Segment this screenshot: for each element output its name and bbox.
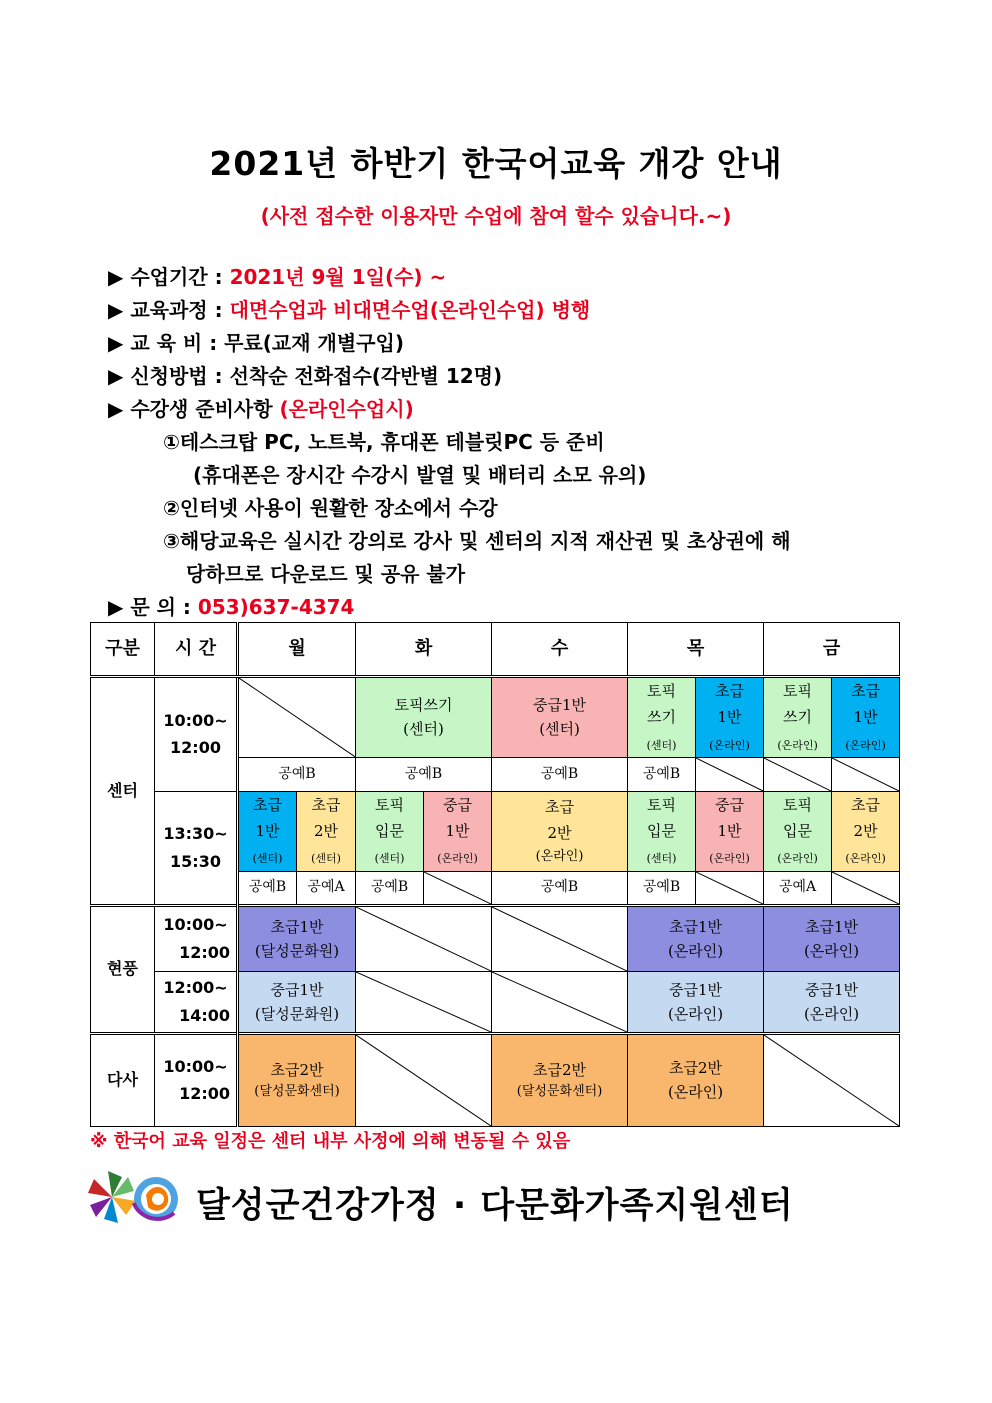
info-course <box>108 294 928 327</box>
time-slot <box>155 791 238 905</box>
class-name: 초급2반 <box>533 1060 587 1079</box>
class-name: 1반 <box>853 708 878 727</box>
prep-item: ②인터넷 사용이 원활한 장소에서 수강 <box>163 496 498 520</box>
class-cell <box>238 971 356 1033</box>
class-place: (달성문화센터) <box>516 1083 603 1099</box>
time-slot <box>155 971 238 1033</box>
class-place: (달성문화원) <box>254 1004 340 1023</box>
info-contact <box>108 591 928 624</box>
class-place: (온라인) <box>845 738 886 752</box>
class-place: (온라인) <box>709 852 750 866</box>
time-start: 10:00~ <box>163 1056 228 1076</box>
table-header-row <box>91 623 900 677</box>
class-place: (온라인) <box>777 852 818 866</box>
class-name: 초급 <box>253 795 282 814</box>
room-cell: 공예A <box>297 871 356 905</box>
empty-cell <box>696 871 764 905</box>
time-end: 12:00 <box>179 1084 230 1103</box>
schedule-table <box>90 622 900 1127</box>
class-name: 토픽 <box>783 795 813 814</box>
class-name: 1반 <box>255 822 280 840</box>
prep-item: ③해당교육은 실시간 강의로 강사 및 센터의 지적 재산권 및 초상권에 해 <box>163 529 791 553</box>
class-place: (달성문화원) <box>254 941 340 960</box>
class-cell <box>492 791 628 871</box>
empty-cell <box>696 757 764 791</box>
time-end: 12:00 <box>179 942 230 962</box>
class-name: 1반 <box>717 822 742 840</box>
empty-cell <box>832 871 900 905</box>
class-place: (온라인) <box>803 1004 860 1023</box>
class-place: (온라인) <box>535 849 584 864</box>
class-cell <box>696 791 764 871</box>
room-cell: 공예B <box>628 871 696 905</box>
class-cell <box>492 1033 628 1126</box>
class-place: (센터) <box>252 852 283 866</box>
class-cell <box>764 905 900 971</box>
table-row <box>91 971 900 1033</box>
class-name: 입문 <box>375 822 404 840</box>
class-place: (온라인) <box>777 738 818 752</box>
class-name: 초급 <box>545 797 575 816</box>
room-cell: 공예B <box>492 871 628 905</box>
class-cell <box>356 677 492 758</box>
apply-value: 선착순 전화접수(각반별 12명) <box>229 364 503 388</box>
header-thu: 목 <box>628 623 764 677</box>
class-name: 초급1반 <box>805 917 859 936</box>
class-name: 초급1반 <box>270 917 324 936</box>
empty-cell <box>424 871 492 905</box>
class-cell <box>764 971 900 1033</box>
class-cell <box>628 677 696 758</box>
class-place: (온라인) <box>667 941 724 960</box>
prep-value: (온라인수업시) <box>279 397 414 421</box>
page-title: 2021년 하반기 한국어교육 개강 안내 <box>209 144 783 183</box>
time-end: 14:00 <box>179 1005 230 1025</box>
class-place: (달성문화센터) <box>254 1083 340 1099</box>
header-wed: 수 <box>492 623 628 677</box>
class-name: 1반 <box>445 822 470 840</box>
class-cell <box>832 791 900 871</box>
class-cell <box>297 791 356 871</box>
header-category: 구분 <box>91 623 155 677</box>
class-name: 중급1반 <box>805 980 859 999</box>
empty-cell <box>356 905 492 971</box>
class-name: 2반 <box>547 823 572 842</box>
class-place: (온라인) <box>709 738 750 752</box>
class-name: 중급1반 <box>533 696 587 715</box>
class-name: 초급1반 <box>669 917 723 936</box>
header-mon: 월 <box>238 623 356 677</box>
class-name: 중급1반 <box>270 980 324 999</box>
class-name: 토픽 <box>647 795 677 814</box>
class-place: (온라인) <box>437 852 478 866</box>
time-start: 12:00~ <box>163 978 228 998</box>
time-slot <box>155 1033 238 1126</box>
class-name: 입문 <box>783 822 813 840</box>
header-tue: 화 <box>356 623 492 677</box>
class-name: 초급 <box>851 795 881 814</box>
info-fee <box>108 327 928 360</box>
empty-cell <box>492 971 628 1033</box>
class-place: (온라인) <box>803 941 860 960</box>
class-cell <box>238 1033 356 1126</box>
section-hyeonpung: 현풍 <box>91 905 155 1033</box>
prep-item: 당하므로 다운로드 및 공유 불가 <box>186 562 466 586</box>
class-name: 중급 <box>715 795 745 814</box>
class-name: 초급2반 <box>669 1059 723 1077</box>
class-name: 중급1반 <box>669 980 723 999</box>
class-name: 토픽 <box>647 682 677 700</box>
class-name: 초급2반 <box>270 1060 324 1079</box>
class-name: 2반 <box>313 822 339 840</box>
schedule-note: ※ 한국어 교육 일정은 센터 내부 사정에 의해 변동될 수 있음 <box>90 1131 571 1152</box>
class-cell <box>492 677 628 758</box>
class-place: (온라인) <box>845 852 886 866</box>
room-cell: 공예B <box>492 757 628 791</box>
course-label: ▶ 교육과정 : <box>108 298 230 322</box>
time-start: 13:30~ <box>163 824 228 844</box>
class-name: 초급 <box>715 682 745 700</box>
class-place: (센터) <box>646 852 677 866</box>
class-cell <box>356 791 424 871</box>
contact-label: ▶ 문 의 : <box>108 595 198 619</box>
prep-item: (휴대폰은 장시간 수강시 발열 및 배터리 소모 유의) <box>193 463 647 487</box>
time-end: 15:30 <box>170 851 221 871</box>
info-section <box>108 261 928 624</box>
room-cell: 공예B <box>238 871 297 905</box>
time-slot <box>155 677 238 792</box>
table-row <box>91 791 900 871</box>
class-name: 중급 <box>443 795 473 814</box>
class-cell <box>628 1033 764 1126</box>
class-place: (센터) <box>311 852 341 866</box>
class-cell <box>424 791 492 871</box>
room-cell: 공예B <box>356 757 492 791</box>
empty-cell <box>832 757 900 791</box>
pinwheel-logo-icon <box>86 1165 186 1229</box>
info-apply <box>108 360 928 393</box>
class-name: 초급 <box>311 795 341 814</box>
table-row <box>91 677 900 758</box>
empty-cell <box>492 905 628 971</box>
fee-label: ▶ 교 육 비 : <box>108 331 225 355</box>
empty-cell <box>238 677 356 758</box>
empty-cell <box>764 757 832 791</box>
empty-cell <box>764 1033 900 1126</box>
class-cell <box>628 905 764 971</box>
class-name: 토픽 <box>375 795 404 814</box>
class-cell <box>238 905 356 971</box>
contact-value: 053)637-4374 <box>197 595 355 619</box>
room-cell: 공예B <box>356 871 424 905</box>
class-place: (센터) <box>374 852 405 866</box>
empty-cell <box>356 971 492 1033</box>
course-value: 대면수업과 비대면수업(온라인수업) 병행 <box>229 298 591 322</box>
room-cell: 공예A <box>764 871 832 905</box>
time-end: 12:00 <box>170 738 221 758</box>
apply-label: ▶ 신청방법 : <box>108 364 230 388</box>
class-name: 1반 <box>717 708 742 727</box>
time-slot <box>155 905 238 971</box>
header-fri: 금 <box>764 623 900 677</box>
class-cell <box>238 791 297 871</box>
class-cell <box>628 791 696 871</box>
class-place: (온라인) <box>667 1083 724 1101</box>
class-name: 토픽 <box>783 682 813 700</box>
info-period <box>108 261 928 294</box>
class-cell <box>628 971 764 1033</box>
section-dasa: 다사 <box>91 1033 155 1126</box>
organization-name: 달성군건강가정 · 다문화가족지원센터 <box>196 1186 794 1226</box>
section-center: 센터 <box>91 677 155 906</box>
class-cell <box>832 677 900 758</box>
class-name: 2반 <box>853 822 878 840</box>
class-place: (센터) <box>646 738 677 752</box>
info-prep <box>108 393 928 426</box>
class-place: (센터) <box>403 720 444 739</box>
prep-item: ①테스크탑 PC, 노트북, 휴대폰 테블릿PC 등 준비 <box>163 430 605 454</box>
class-cell <box>764 791 832 871</box>
table-row <box>91 905 900 971</box>
fee-value: 무료(교재 개별구입) <box>224 331 404 355</box>
class-place: (센터) <box>539 720 580 739</box>
class-name: 토픽쓰기 <box>394 696 453 715</box>
table-row <box>91 1033 900 1126</box>
room-cell: 공예B <box>238 757 356 791</box>
empty-cell <box>356 1033 492 1126</box>
class-name: 입문 <box>647 822 677 840</box>
prep-label: ▶ 수강생 준비사항 <box>108 397 280 421</box>
header-time: 시 간 <box>155 623 238 677</box>
class-place: (온라인) <box>667 1004 724 1023</box>
class-cell <box>764 677 832 758</box>
time-start: 10:00~ <box>163 711 228 731</box>
class-name: 쓰기 <box>783 708 813 727</box>
class-name: 쓰기 <box>647 708 677 727</box>
page-subtitle: (사전 접수한 이용자만 수업에 참여 할수 있습니다.~) <box>260 204 732 228</box>
time-start: 10:00~ <box>163 915 228 935</box>
period-value: 2021년 9월 1일(수) ~ <box>229 265 447 289</box>
period-label: ▶ 수업기간 : <box>108 265 230 289</box>
room-cell: 공예B <box>628 757 696 791</box>
class-name: 초급 <box>851 682 881 700</box>
class-cell <box>696 677 764 758</box>
